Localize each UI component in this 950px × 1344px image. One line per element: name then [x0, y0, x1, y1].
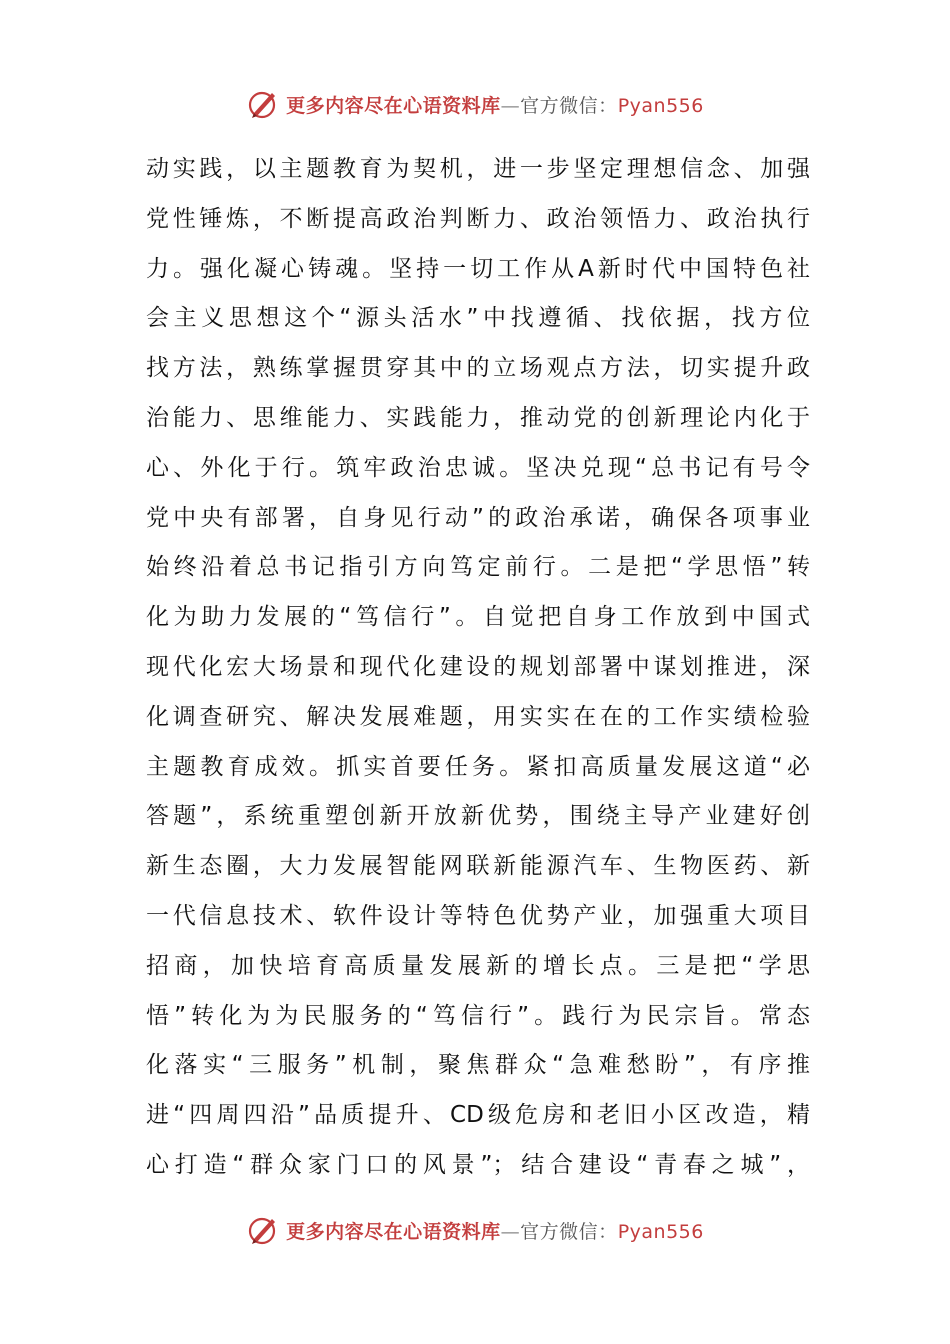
body-line: 心打造“群众家门口的风景”；结合建设“青春之城”，	[146, 1151, 810, 1178]
watermark-text	[286, 91, 704, 118]
body-line: 化为助力发展的“笃信行”。自觉把自身工作放到中国式	[146, 604, 810, 631]
body-line: 动实践，以主题教育为契机，进一步坚定理想信念、加强	[146, 156, 810, 182]
watermark-wechat-id: Pyan556	[617, 1220, 704, 1243]
watermark-brand: 更多内容尽在心语资料库	[286, 1220, 501, 1243]
pen-circle-logo-icon	[246, 87, 280, 121]
body-line: 会主义思想这个“源头活水”中找遵循、找依据，找方位	[146, 305, 810, 332]
pen-circle-logo-icon	[246, 1213, 280, 1247]
body-line: 化调查研究、解决发展难题，用实实在在的工作实绩检验	[146, 703, 810, 730]
body-line: 党性锤炼，不断提高政治判断力、政治领悟力、政治执行	[146, 205, 810, 232]
body-line: 力。强化凝心铸魂。坚持一切工作从A新时代中国特色社	[146, 255, 810, 282]
body-line: 悟”转化为为民服务的“笃信行”。践行为民宗旨。常态	[146, 1002, 810, 1029]
footer-watermark	[0, 1210, 950, 1250]
body-line: 答题”，系统重塑创新开放新优势，围绕主导产业建好创	[146, 803, 810, 830]
body-line: 招商，加快培育高质量发展新的增长点。三是把“学思	[146, 952, 810, 979]
watermark-text	[286, 1217, 704, 1244]
body-line: 进“四周四沿”品质提升、CD级危房和老旧小区改造，精	[146, 1102, 810, 1129]
body-line: 治能力、思维能力、实践能力，推动党的创新理论内化于	[146, 404, 810, 431]
watermark-dash: —	[500, 94, 521, 117]
body-line: 化落实“三服务”机制，聚焦群众“急难愁盼”，有序推	[146, 1052, 810, 1079]
watermark-content	[246, 87, 704, 121]
body-line: 找方法，熟练掌握贯穿其中的立场观点方法，切实提升政	[146, 355, 810, 382]
body-line: 一代信息技术、软件设计等特色优势产业，加强重大项目	[146, 902, 810, 929]
document-body	[146, 145, 810, 1191]
body-line: 现代化宏大场景和现代化建设的规划部署中谋划推进，深	[146, 653, 810, 680]
watermark-brand: 更多内容尽在心语资料库	[286, 94, 501, 117]
watermark-dash: —	[500, 1220, 521, 1243]
body-line: 心、外化于行。筑牢政治忠诚。坚决兑现“总书记有号令	[146, 454, 810, 481]
watermark-content	[246, 1213, 704, 1247]
body-line: 始终沿着总书记指引方向笃定前行。二是把“学思悟”转	[146, 554, 810, 581]
body-line: 主题教育成效。抓实首要任务。紧扣高质量发展这道“必	[146, 753, 810, 780]
header-watermark	[0, 84, 950, 124]
body-line: 新生态圈，大力发展智能网联新能源汽车、生物医药、新	[146, 853, 810, 880]
watermark-wechat-id: Pyan556	[617, 94, 704, 117]
watermark-official-label: 官方微信：	[520, 94, 618, 117]
body-line: 党中央有部署，自身见行动”的政治承诺，确保各项事业	[146, 504, 810, 531]
watermark-official-label: 官方微信：	[520, 1220, 618, 1243]
